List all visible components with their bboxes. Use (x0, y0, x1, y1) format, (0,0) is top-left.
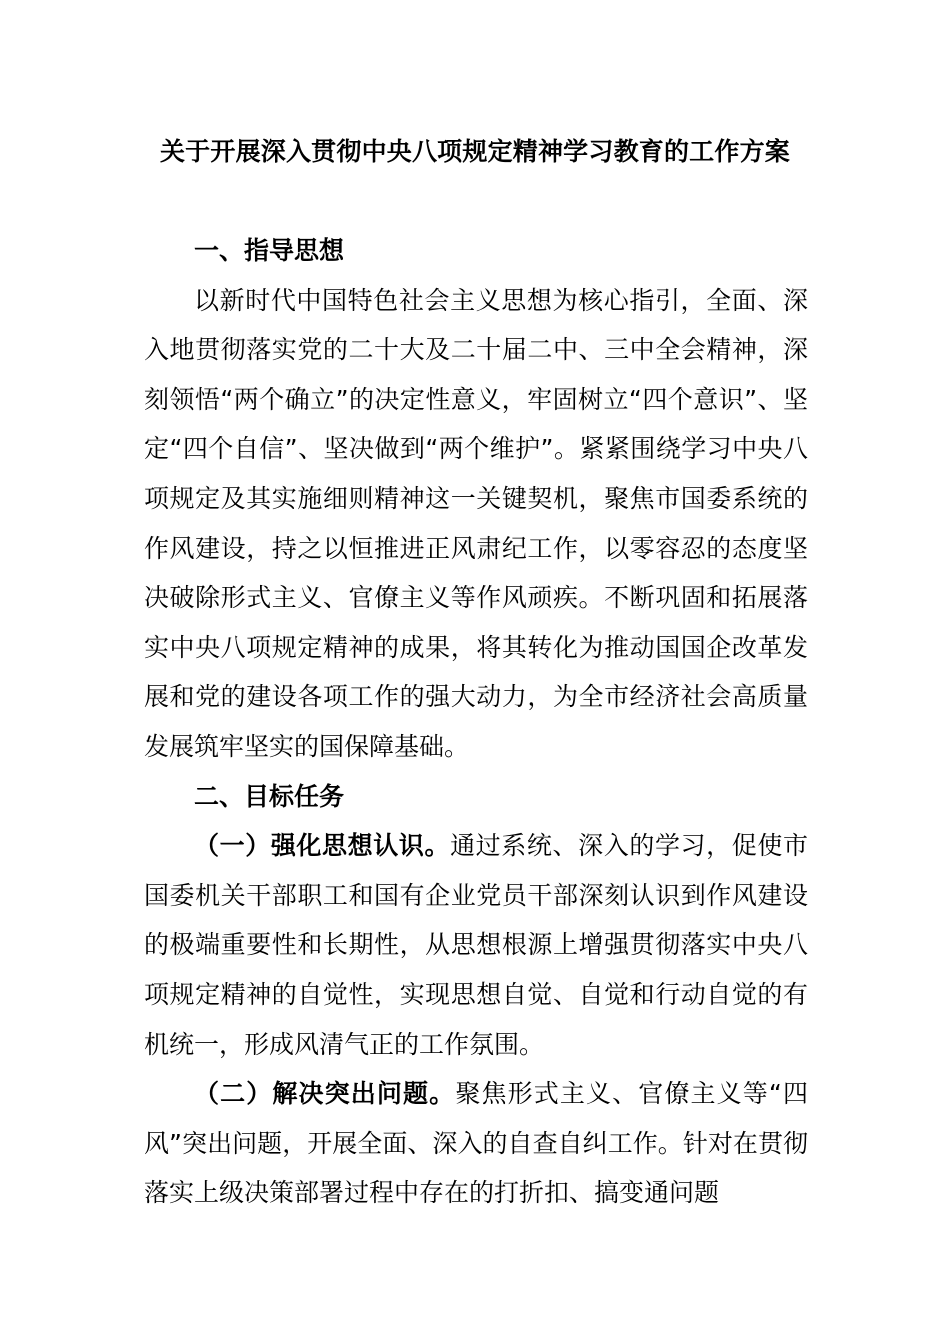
section-heading-goals-tasks: 二、目标任务 (194, 781, 345, 811)
document-title: 关于开展深入贯彻中央八项规定精神学习教育的工作方案 (159, 137, 790, 166)
paragraph-strengthen-awareness (144, 821, 808, 1069)
paragraph-guiding-ideology: 以新时代中国特色社会主义思想为核心指引，全面、深入地贯彻落实党的二十大及二十届二中、三中全会精神，深刻领悟“两个确立”的决定性意义，牢固树立“四个意识”、坚定“四个自信”、坚决做到“两个维护”。紧紧围绕学习中央八项规定及其实施细则精神这一关键契机，聚焦市国委系统的作风建设，持之以恒推进正风肃纪工作，以零容忍的态度坚决破除形式主义、官僚主义等作风顽疾。不断巩固和拓展落实中央八项规定精神的成果，将其转化为推动国国企改革发展和党的建设各项工作的强大动力，为全市经济社会高质量发展筑牢坚实的国保障基础。 (144, 285, 808, 761)
item-lead-solve-problems: （二）解决突出问题。 (194, 1079, 456, 1109)
document-body (144, 226, 808, 1218)
item-lead-strengthen-awareness: （一）强化思想认识。 (194, 831, 451, 861)
paragraph-solve-problems (144, 1069, 808, 1218)
item-text-strengthen-awareness: 通过系统、深入的学习，促使市国委机关干部职工和国有企业党员干部深刻认识到作风建设的极端重要性和长期性，从思想根源上增强贯彻落实中央八项规定精神的自觉性，实现思想自觉、自觉和行动自觉的有机统一，形成风清气正的工作氛围。 (144, 831, 808, 1059)
section-heading-guiding-ideology: 一、指导思想 (194, 236, 345, 265)
item-text-solve-problems: 聚焦形式主义、官僚主义等“四风”突出问题，开展全面、深入的自查自纠工作。针对在贯彻落实上级决策部署过程中存在的打折扣、搞变通问题 (144, 1079, 808, 1208)
